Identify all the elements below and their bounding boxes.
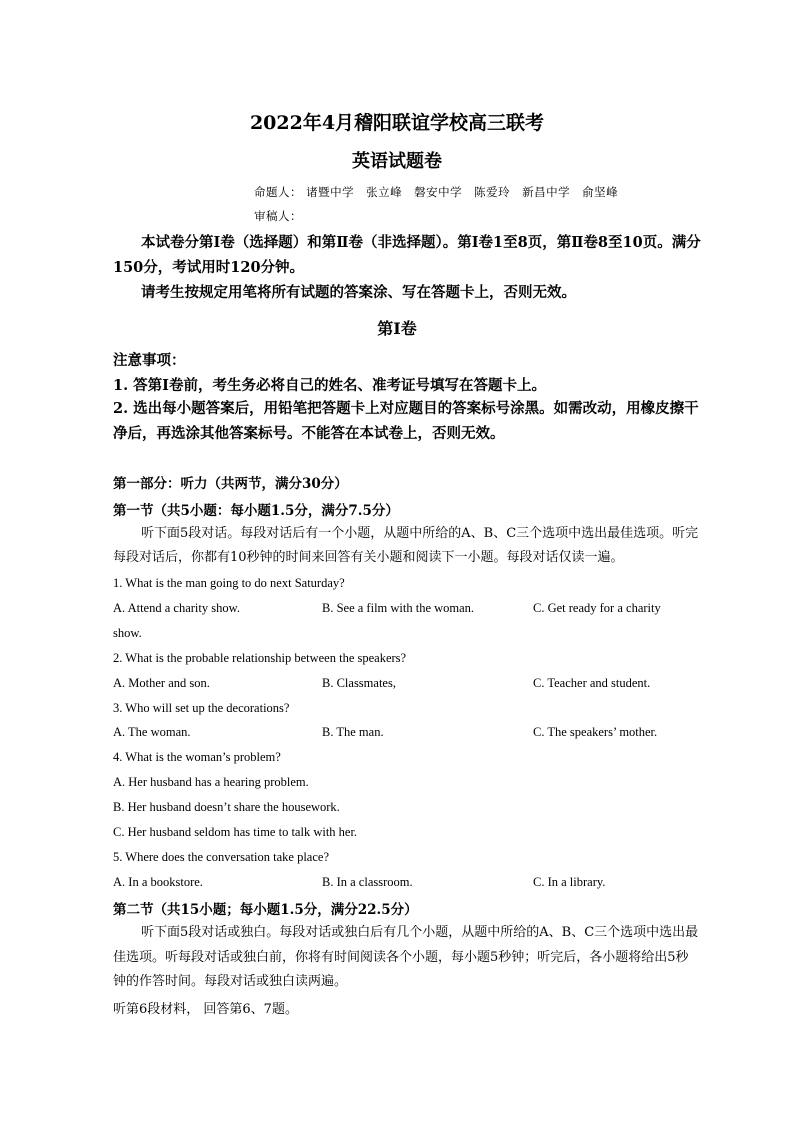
authors-names: 诸暨中学 张立峰 磐安中学 陈爱玲 新昌中学 俞坚峰 (306, 185, 619, 199)
part1-heading: 第一部分：听力（共两节，满分30分） (113, 476, 348, 492)
authors-line (254, 184, 618, 200)
q1-option-b: B. See a film with the woman. (322, 601, 475, 615)
notes-item-1: 1. 答第Ⅰ卷前，考生务必将自己的姓名、准考证号填写在答题卡上。 (113, 377, 546, 394)
q2-option-b: B. Classmates, (322, 676, 396, 690)
q5-option-b: B. In a classroom. (322, 875, 413, 889)
reviewers-label: 审稿人： (254, 209, 302, 223)
section2-instructions: 听下面5段对话或独白。每段对话或独白后有几个小题，从题中所给的A、B、C三个选项中选出最佳选项。听每段对话或独白前，你将有时间阅读各个小题，每小题5秒钟；听完后，各小题将给出5秒钟的作答时间。每段对话或独白读两遍。 (113, 925, 699, 989)
question-3: 3. Who will set up the decorations? (113, 701, 290, 715)
notes-heading: 注意事项： (113, 352, 186, 369)
section1-heading: 第一节（共5小题：每小题1.5分，满分7.5分） (113, 503, 399, 519)
question-1: 1. What is the man going to do next Saturday? (113, 576, 345, 590)
question-4: 4. What is the woman’s problem? (113, 750, 281, 764)
intro-paragraph-1: 本试卷分第Ⅰ卷（选择题）和第Ⅱ卷（非选择题）。第Ⅰ卷1至8页，第Ⅱ卷8至10页。满分150分，考试用时120分钟。 (113, 234, 701, 276)
exam-title: 2022年4月稽阳联谊学校高三联考 (249, 112, 545, 134)
q1-option-a: A. Attend a charity show. (113, 601, 240, 615)
intro-paragraph-2: 请考生按规定用笔将所有试题的答案涂、写在答题卡上，否则无效。 (141, 284, 576, 301)
q1-option-c-continued: show. (113, 626, 142, 640)
paper-subtitle: 英语试题卷 (352, 151, 442, 172)
q1-option-c: C. Get ready for a charity (533, 601, 661, 615)
section1-instructions: 听下面5段对话。每段对话后有一个小题，从题中所给的A、B、C三个选项中选出最佳选项。听完每段对话后，你都有10秒钟的时间来回答有关小题和阅读下一小题。每段对话仅读一遍。 (113, 526, 699, 565)
q3-option-c: C. The speakers’ mother. (533, 725, 658, 739)
authors-label: 命题人： (254, 185, 302, 199)
section2-heading: 第二节（共15小题；每小题1.5分，满分22.5分） (113, 902, 418, 918)
q4-option-c: C. Her husband seldom has time to talk with her. (113, 825, 358, 839)
q4-option-b: B. Her husband doesn’t share the housework. (113, 800, 340, 814)
q3-option-b: B. The man. (322, 725, 384, 739)
q4-option-a: A. Her husband has a hearing problem. (113, 775, 309, 789)
volume-title: 第Ⅰ卷 (377, 319, 417, 338)
q5-option-c: C. In a library. (533, 875, 606, 889)
question-5: 5. Where does the conversation take place? (113, 850, 329, 864)
q2-option-a: A. Mother and son. (113, 676, 210, 690)
q5-option-a: A. In a bookstore. (113, 875, 203, 889)
notes-item-2: 2. 选出每小题答案后，用铅笔把答题卡上对应题目的答案标号涂黑。如需改动，用橡皮擦干净后，再选涂其他答案标号。不能答在本试卷上，否则无效。 (113, 400, 699, 442)
material-6-note: 听第6段材料， 回答第6、7题。 (113, 1002, 298, 1017)
question-2: 2. What is the probable relationship between the speakers? (113, 651, 407, 665)
q2-option-c: C. Teacher and student. (533, 676, 651, 690)
q3-option-a: A. The woman. (113, 725, 191, 739)
